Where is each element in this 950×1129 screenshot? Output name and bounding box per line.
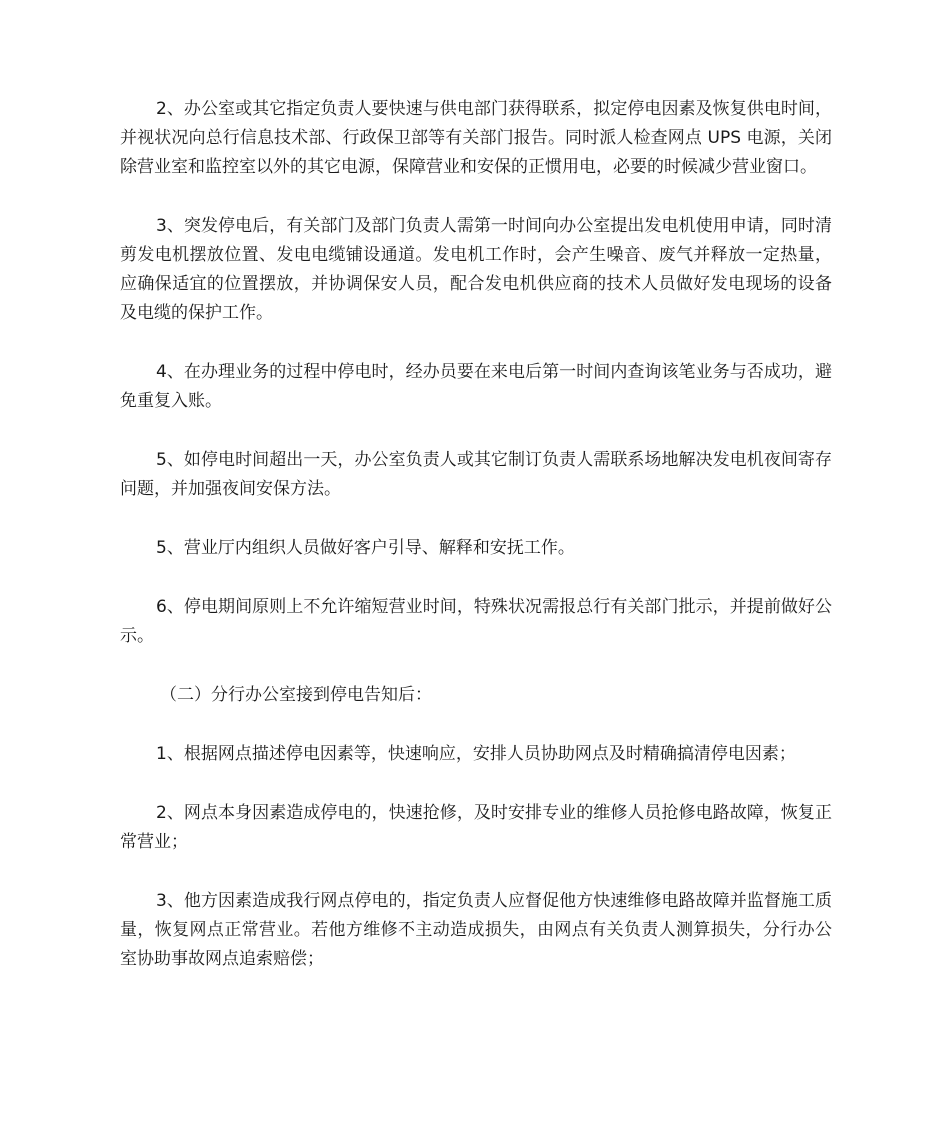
paragraph-item-2: 2、办公室或其它指定负责人要快速与供电部门获得联系，拟定停电因素及恢复供电时间，并视状况向总行信息技术部、行政保卫部等有关部门报告。同时派人检查网点 UPS 电源，关闭除营业室和监控室以外的其它电源，保障营业和安保的正惯用电，必要的时候减少营业窗口。 — [120, 99, 832, 177]
paragraph-item-5a: 5、如停电时间超出一天，办公室负责人或其它制订负责人需联系场地解决发电机夜间寄存问题，并加强夜间安保方法。 — [120, 450, 832, 499]
paragraph-sub-item-3: 3、他方因素造成我行网点停电的，指定负责人应督促他方快速维修电路故障并监督施工质量，恢复网点正常营业。若他方维修不主动造成损失，由网点有关负责人测算损失，分行办公室协助事故网点追索赔偿； — [120, 891, 832, 969]
paragraph-sub-item-1: 1、根据网点描述停电因素等，快速响应，安排人员协助网点及时精确搞清停电因素； — [156, 744, 796, 764]
section-heading: （二）分行办公室接到停电告知后： — [160, 685, 432, 705]
paragraph-item-3: 3、突发停电后，有关部门及部门负责人需第一时间向办公室提出发电机使用申请，同时清剪发电机摆放位置、发电电缆铺设通道。发电机工作时，会产生噪音、废气并释放一定热量，应确保适宜的位置摆放，并协调保安人员，配合发电机供应商的技术人员做好发电现场的设备及电缆的保护工作。 — [120, 216, 832, 323]
document-body — [120, 95, 832, 1004]
paragraph-item-6: 6、停电期间原则上不允许缩短营业时间，特殊状况需报总行有关部门批示，并提前做好公示。 — [120, 597, 832, 646]
paragraph-item-4: 4、在办理业务的过程中停电时，经办员要在来电后第一时间内查询该笔业务与否成功，避免重复入账。 — [120, 362, 832, 411]
paragraph-sub-item-2: 2、网点本身因素造成停电的，快速抢修，及时安排专业的维修人员抢修电路故障，恢复正常营业； — [120, 803, 832, 852]
paragraph-item-5b: 5、营业厅内组织人员做好客户引导、解释和安抚工作。 — [156, 538, 575, 558]
